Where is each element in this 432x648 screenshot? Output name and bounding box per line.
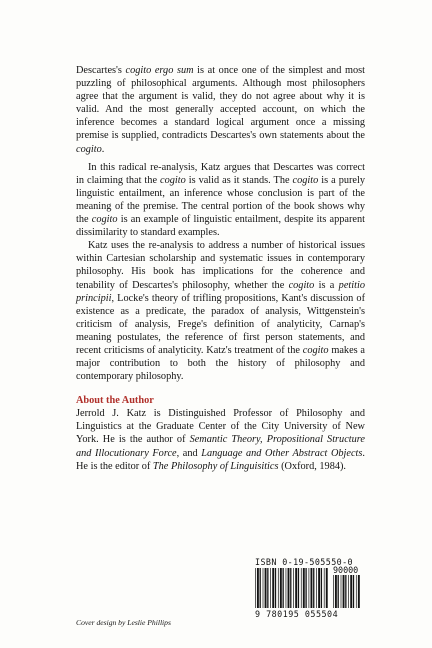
isbn-number: ISBN 0-19-505550-0 [255, 557, 353, 567]
about-author-text: Jerrold J. Katz is Distinguished Professor of Philosophy and Linguistics at the Graduate Center of the City University of New York. He is the author of Semantic Theory, Propositional Structure and Illocutionary Force, and Language and Other Abstract Objects. He is the editor of The Philosophy of Linguisitics (Oxford, 1984). [76, 408, 365, 472]
description-paragraph-3: Katz uses the re-analysis to address a number of historical issues within Cartesian scholarship and systematic issues in contemporary philosophy. His book has implications for the coherence and tenability of Descartes's philosophy, whether the cogito is a petitio principii, Locke's theory of trifling propositions, Kant's discussion of existence as a predicate, the paradox of analysis, Wittgenstein's criticism of analysis, Frege's definition of analyticity, Carnap's meaning postulates, the reference of first person statements, and recent criticisms of analyticity. Katz's treatment of the cogito makes a major contribution to both the history of philosophy and contemporary philosophy. [76, 240, 366, 383]
book-description [76, 64, 365, 473]
description-paragraph-1: Descartes's cogito ergo sum is at once one of the simplest and most puzzling of philosophical arguments. Although most philosophers agree that the argument is valid, they do not agree about why it is valid. And the most generally accepted account, on which the inference becomes a standard logical argument once a missing premise is supplied, contradicts Descartes's own statements about the cogito. [76, 65, 365, 155]
about-author-heading: About the Author [76, 395, 154, 407]
isbn-barcode [255, 557, 365, 619]
description-paragraph-2: In this radical re-analysis, Katz argues that Descartes was correct in claiming that the cogito is valid as it stands. The cogito is a purely linguistic entailment, an inference whose conclusion is part of the meaning of the premise. The central portion of the book shows why the cogito is an example of linguistic entailment, despite its apparent dissimilarity to standard examples. [76, 161, 365, 239]
ean-number: 9 780195 055504 [255, 609, 339, 619]
price-addon-number: 90000 [333, 565, 359, 575]
addon-barcode-bars [333, 575, 361, 608]
ean-barcode-bars [255, 568, 329, 608]
cover-design-credit: Cover design by Leslie Phillips [76, 618, 171, 627]
